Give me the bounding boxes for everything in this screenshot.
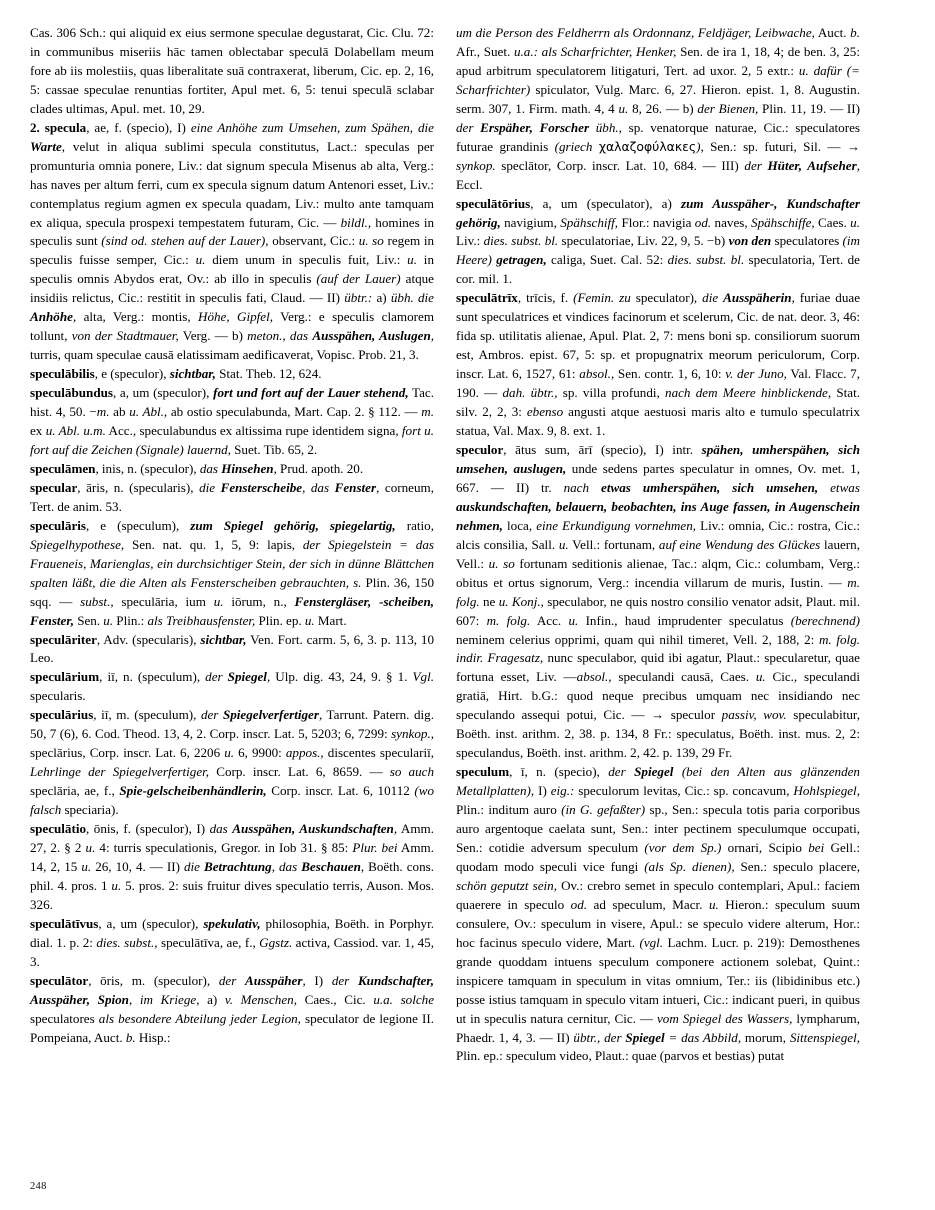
dictionary-entry: 2. specula, ae, f. (specio), I) eine Anhöhe zum Umsehen, zum Spähen, die Warte, velut in aliqua sublimi specula constitutus, Lact.: speculas per promunturia omnia ponere, Liv.: dat signum specula Misenus ab alta, Verg.: has naves per altum ferri, cum ex specula signum datum Antenori esset, Liv.: contemplatus regium agmen ex specula quadam, Liv.: multo ante tamquam ex aliqua, specula prospexi tempestatem futuram, Cic. — bildl., homines in speculis sunt (sind od. stehen auf der Lauer), observant, Cic.: u. so regem in speculis fuisse semper, Cic.: u. diem unum in speculis fuit, Liv.: u. in speculis omnis Abydos erat, Ov.: ab illo in speculis (auf der Lauer) atque insidiis relictus, Cic.: restitit in speculis fati, Claud. — II) übtr.: a) übh. die Anhöhe, alta, Verg.: montis, Höhe, Gipfel, Verg.: e speculis clamorem tollunt, von der Stadtmauer, Verg. — b) meton., das Ausspähen, Auslugen, turris, quam speculae causā elatissimam aedificaverat, Vopisc. Prob. 21, 3. <box>30 119 435 363</box>
dictionary-entry: speculārius, iī, m. (speculum), der Spiegelverfertiger, Tarrunt. Patern. dig. 50, 7 (6), 6. Cod. Theod. 13, 4, 2. Corp. inscr. Lat. 5, 5203; 6, 7299: synkop., speclārius, Corp. inscr. Lat. 6, 2206 u. 6, 9900: appos., discentes speculariī, Lehrlinge der Spiegelverfertiger, Corp. inscr. Lat. 6, 8659. — so auch speclāria, ae, f., Spie-gelscheibenhändlerin, Corp. inscr. Lat. 6, 10112 (wo falsch speciaria). <box>30 707 435 818</box>
entry-continuation: Cas. 306 Sch.: qui aliquid ex eius sermone speculae degustarat, Cic. Clu. 72: in communibus miseriis hāc tamen oblectabar speculā Dolabellam meum fore ab iis molestiis, quas liberalitate suā contraxerat, liberum, Cic. ep. 2, 16, 5: cassae speculae renuntias fortiter, Apul met. 6, 5: tenui speculā sclabar clades ultimas, Apul. met. 10, 29. <box>30 25 434 116</box>
dictionary-entry: speculātrīx, trīcis, f. (Femin. zu speculator), die Ausspäherin, furiae duae sunt speculatrices et vindices facinorum et scelerum, Cic. de nat. deor. 3, 46: fida sp. utilitatis alienae, Apul. Plat. 2, 7: mens boni sp. consiliorum suorum est, Ambros. epist. 67, 5: sp. et propugnatrix meorum periculorum, Corp. inscr. Lat. 6, 1527, 61: absol., Sen. contr. 1, 6, 10: v. der Juno, Val. Flacc. 7, 190. — dah. übtr., sp. villa profundi, nach dem Meere hinblickende, Stat. silv. 2, 2, 3: ebenso angusti atque aestuosi maris alto e tumulo speculatrix statua, Val. Max. 9, 8. ext. 1. <box>456 290 861 439</box>
dictionary-entry: specular, āris, n. (specularis), die Fensterscheibe, das Fenster, corneum, Tert. de anim. 53. <box>30 479 434 514</box>
dictionary-entry: speculātio, ōnis, f. (speculor), I) das Ausspähen, Auskundschaften, Amm. 27, 2. § 2 u. 4: turris speculationis, Gregor. in Iob 31. § 85: Plur. bei Amm. 14, 2, 15 u. 26, 10, 4. — II) die Betrachtung, das Beschauen, Boëth. cons. phil. 4. pros. 1 u. 5. pros. 2: suis fruitur dives speculatio terris, Auson. Mos. 326. <box>30 821 435 912</box>
dictionary-entry: speculātīvus, a, um (speculor), spekulativ, philosophia, Boëth. in Porphyr. dial. 1. p. 2: dies. subst., speculātīva, ae, f., Ggstz. activa, Cassiod. var. 1, 45, 3. <box>30 915 435 969</box>
dictionary-entry: speculāris, e (speculum), zum Spiegel gehörig, spiegelartig, ratio, Spiegelhypothese, Sen. nat. qu. 1, 5, 9: lapis, der Spiegelstein = das Fraueneis, Marienglas, ein durchsichtiger Stein, der sich in dünne Blättchen spalten läßt, die die Alten als Fensterscheiben gebrauchten, s. Plin. 36, 150 sqq. — subst., speculāria, ium u. iōrum, n., Fenstergläser, -scheiben, Fenster, Sen. u. Plin.: als Treibhausfenster, Plin. ep. u. Mart. <box>30 517 434 628</box>
dictionary-entry: speculātōrius, a, um (speculator), a) zum Ausspäher-, Kundschafter gehörig, navigium, Spähschiff, Flor.: navigia od. naves, Spähschiffe, Caes. u. Liv.: dies. subst. bl. speculatoriae, Liv. 22, 9, 5. −b) von den speculatores (im Heere) getragen, caliga, Suet. Cal. 52: dies. subst. bl. speculatoria, Tert. de cor. mil. 1. <box>456 195 860 287</box>
dictionary-entry: speculābilis, e (speculor), sichtbar, Stat. Theb. 12, 624. <box>30 366 322 382</box>
page-number: 248 <box>30 1181 47 1192</box>
left-column <box>30 24 434 1047</box>
entry-continuation: um die Person des Feldherrn als Ordonnanz, Feldjäger, Leibwache, Auct. b. Afr., Suet. u.a.: als Scharfrichter, Henker, Sen. de ira 1, 18, 4; de ben. 3, 25: apud arbitrum speculatorem litigaturi, Tert. ad uxor. 2, 5 extr.: u. dafür (= Scharfrichter) spiculator, Vulg. Marc. 6, 27. Hieron. epist. 1, 8. Augustin. serm. 307, 1. Firm. math. 4, 4 u. 8, 26. — b) der Bienen, Plin. 11, 19. — II) der Erspäher, Forscher übh., sp. venatorque naturae, Cic.: speculatores futurae grandinis (griech χαλαζοφύλακες), Sen.: sp. futuri, Sil. — → synkop. speclātor, Corp. inscr. Lat. 10, 684. — III) der Hüter, Aufseher, Eccl. <box>456 25 860 192</box>
dictionary-entry: speculor, ātus sum, ārī (specio), I) intr. spähen, umherspähen, sich umsehen, auslugen, unde sedens partes speculatur in omnes, Ov. met. 1, 667. — II) tr. nach etwas umherspähen, sich umsehen, etwas auskundschaften, belauern, beobachten, ins Auge fassen, in Augenschein nehmen, loca, eine Erkundigung vornehmen, Liv.: omnia, Cic.: rostra, Cic.: alcis consilia, Sall. u. Vell.: fortunam, auf eine Wendung des Glückes lauern, Vell.: u. so fortunam seditionis alienae, Tac.: alqm, Cic.: columbam, Verg.: obitus et ortus signorum, Verg.: incendia villarum de muris, Iustin. — m. folg. ne u. Konj., speculabor, ne quis nostro consilio venator adsit, Plaut. mil. 607: m. folg. Acc. u. Infin., haud imprudenter speculatus (berechnend) neminem celerius opprimi, quam qui nihil timeret, Vell. 2, 188, 2: m. folg. indir. Fragesatz, nunc speculabor, quid ibi agatur, Plaut.: specularetur, quae fortuna esset, Liv. —absol., speculandi causā, Caes. u. Cic., speculandi gratiā, Hirt. b.G.: quod neque precibus umquam nec insidiando nec speculando assequi potui, Cic. — → speculor passiv, wov. speculabitur, Boëth. inst. arithm. 2, 38. p. 134, 8 Fr.: speculatus, Boëth. inst. mus. 2, 2: speculandus, Boëth. inst. arithm. 2, 42. p. 139, 29 Fr. <box>456 441 861 761</box>
right-column <box>456 24 860 1066</box>
dictionary-entry: speculāmen, inis, n. (speculor), das Hinsehen, Prud. apoth. 20. <box>30 460 364 476</box>
dictionary-entry: speculum, ī, n. (specio), der Spiegel (bei den Alten aus glänzenden Metallplatten), I) eig.: speculorum levitas, Cic.: sp. concavum, Hohlspiegel, Plin.: inditum auro (in G. gefaßter) sp., Sen.: specula totis paria corporibus auro argentoque caelata sunt, Sen.: inter pectinem speculumque occupati, Sen.: cotidie adversum speculum (vor dem Sp.) ornari, Scipio bei Gell.: quodam modo speculi vice fungi (als Sp. dienen), Sen.: speculo placere, schön geputzt sein, Ov.: crebro semet in speculo contemplari, Apul.: faciem quaerere in speculo od. ad speculum, Macr. u. Hieron.: speculum suum consulere, Ov.: speculum in visere, Apul.: se speculo videre alterum, Hor.: hoc facinus speculo videre, Mart. (vgl. Lachm. Lucr. p. 219): Demosthenes grande quoddam intuens speculum componere actionem solebat, Quint.: inspicere tamquam in speculum in vitas omnium, Ter.: iis (libidinibus etc.) posse istius tamquam in speculo vitam intueri, Cic.: indicant pueri, in quibus ut in speculis natura cernitur, Cic. — vom Spiegel des Wassers, lympharum, Phaedr. 1, 4, 3. — II) übtr., der Spiegel = das Abbild, morum, Sittenspiegel, Plin. ep.: speculum video, Plaut.: quae (parvos et bestias) putat <box>456 764 861 1064</box>
page-columns <box>30 24 905 1159</box>
dictionary-entry: speculātor, ōris, m. (speculor), der Ausspäher, I) der Kundschafter, Ausspäher, Spion, im Kriege, a) v. Menschen, Caes., Cic. u.a. solche speculatores als besondere Abteilung jeder Legion, speculator de legione II. Pompeiana, Auct. b. Hisp.: <box>30 972 435 1045</box>
dictionary-entry: speculābundus, a, um (speculor), fort und fort auf der Lauer stehend, Tac. hist. 4, 50. −m. ab u. Abl., ab ostio speculabunda, Mart. Cap. 2. § 112. — m. ex u. Abl. u.m. Acc., speculabundus ex altissima rupe identidem signa, fort u. fort auf die Zeichen (Signale) lauernd, Suet. Tib. 65, 2. <box>30 385 435 457</box>
dictionary-entry: speculārium, iī, n. (speculum), der Spiegel, Ulp. dig. 43, 24, 9. § 1. Vgl. specularis. <box>30 669 434 704</box>
dictionary-entry: speculāriter, Adv. (specularis), sichtbar, Ven. Fort. carm. 5, 6, 3. p. 113, 10 Leo. <box>30 631 434 666</box>
